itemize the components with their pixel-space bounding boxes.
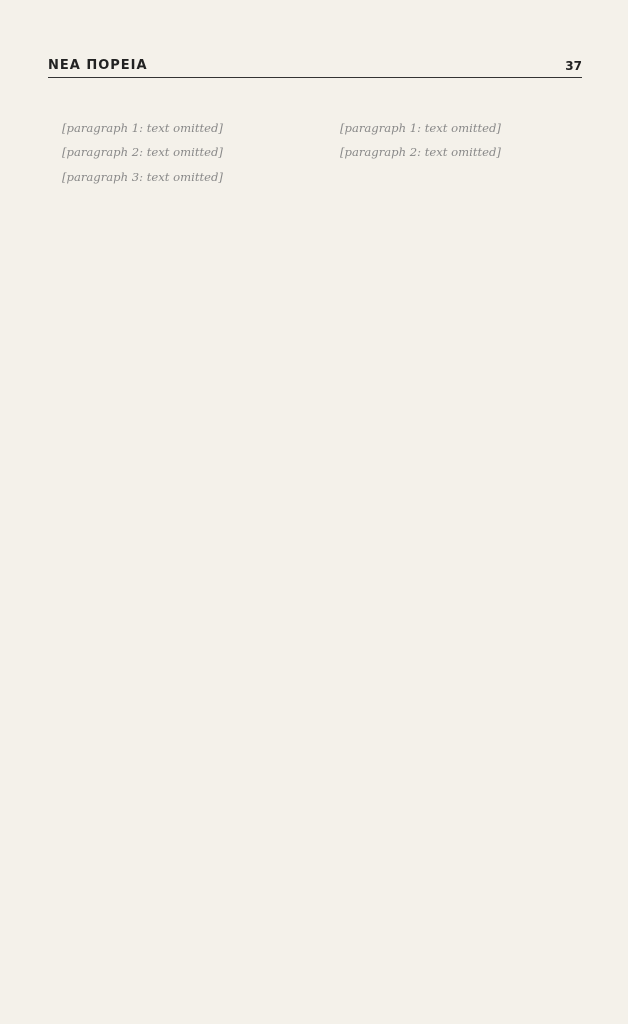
paragraph: [paragraph 2: text omitted]	[340, 145, 501, 160]
paragraph: [paragraph 2: text omitted]	[62, 145, 223, 160]
magazine-title: ΝΕΑ ΠΟΡΕΙΑ	[48, 58, 148, 73]
page-number: 37	[565, 59, 582, 73]
running-header	[48, 58, 582, 78]
paragraph: [paragraph 1: text omitted]	[340, 121, 501, 135]
paragraph: [paragraph 3: text omitted]	[62, 169, 223, 184]
left-column	[48, 120, 304, 193]
paragraph: [paragraph 1: text omitted]	[62, 121, 223, 135]
body-columns	[48, 120, 582, 193]
right-column	[326, 120, 582, 193]
